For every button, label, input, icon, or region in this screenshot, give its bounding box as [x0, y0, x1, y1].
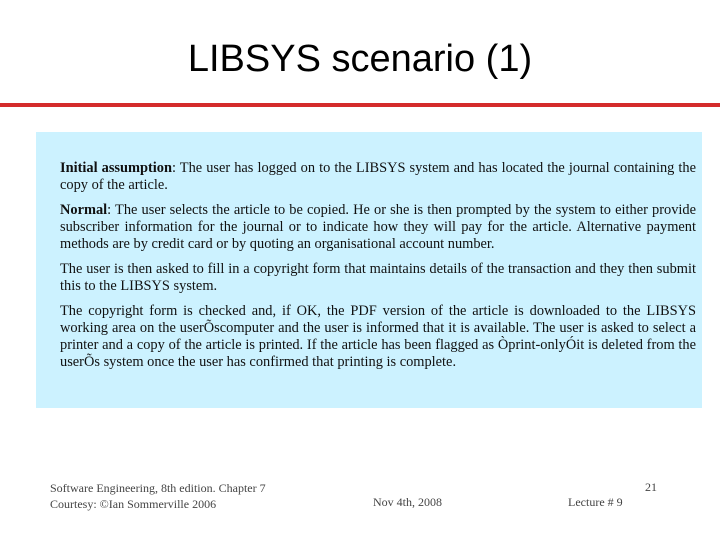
scenario-box [36, 132, 702, 408]
title-divider [0, 103, 720, 107]
initial-assumption-label: Initial assumption [60, 160, 173, 176]
footer-lecture: Lecture # 9 [568, 495, 623, 509]
footer-credits [50, 480, 266, 512]
footer-courtesy-line: Courtesy: ©Ian Sommerville 2006 [50, 497, 217, 511]
copyright-form-paragraph: The user is then asked to fill in a copyright form that maintains details of the transaction and they then submit this to the LIBSYS system. [60, 261, 696, 294]
normal-text: : The user selects the article to be copied. He or she is then prompted by the system to either provide subscriber information for the journal or to indicate how they will pay for the article. Alternative payment methods are by credit card or by quoting an organisational account number. [60, 202, 696, 252]
initial-assumption-text: : The user has logged on to the LIBSYS system and has located the journal containing the copy of the article. [60, 160, 696, 193]
footer-book-line: Software Engineering, 8th edition. Chapter 7 [50, 481, 266, 495]
page-number: 21 [645, 480, 657, 494]
scenario-text [60, 160, 696, 379]
normal-label: Normal [60, 202, 108, 218]
initial-assumption-paragraph [60, 160, 696, 194]
slide-title: LIBSYS scenario (1) [187, 38, 533, 80]
download-print-paragraph: The copyright form is checked and, if OK, the PDF version of the article is downloaded to the LIBSYS working area on the userÕscomputer and the user is informed that it is available. The user is asked to select a printer and a copy of the article is printed. If the article has been flagged as Òprint-onlyÓit is deleted from the userÕs system once the user has confirmed that printing is complete. [60, 303, 696, 370]
normal-paragraph [60, 202, 696, 253]
footer-date: Nov 4th, 2008 [373, 495, 442, 509]
